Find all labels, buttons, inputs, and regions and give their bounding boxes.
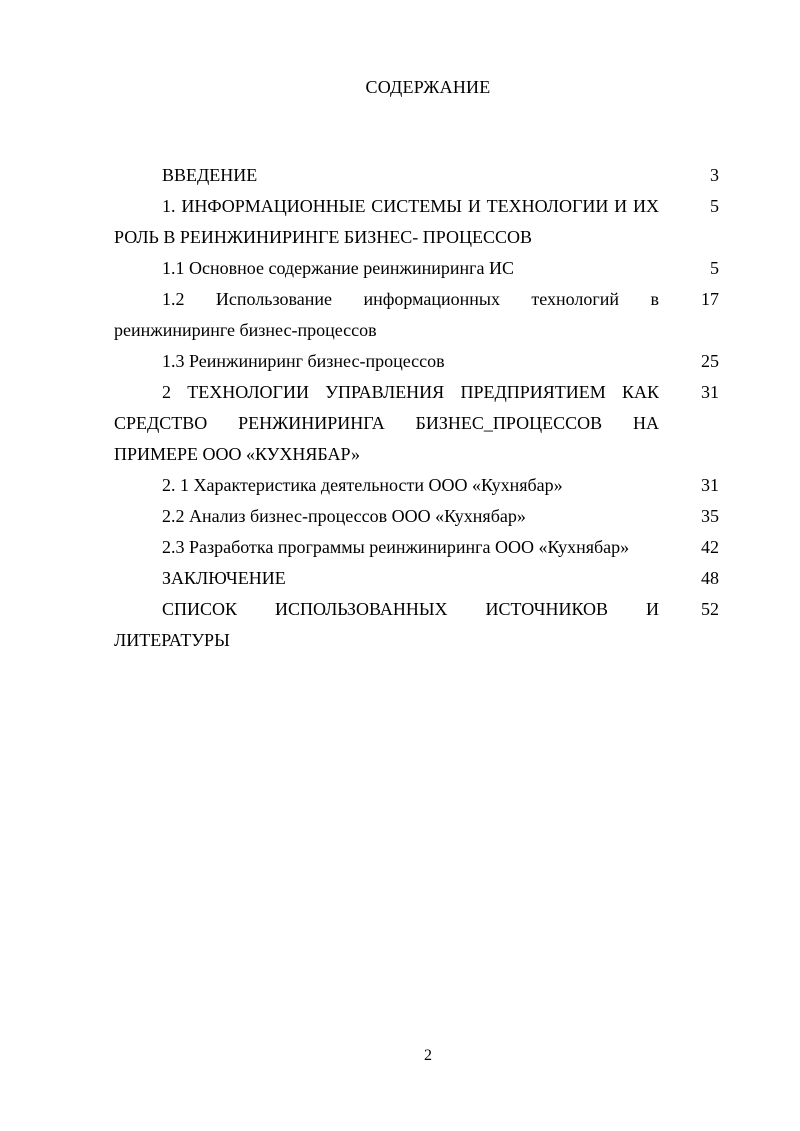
- toc-entry-chapter-1: [114, 191, 719, 253]
- toc-entry-section-1-2: [114, 284, 719, 346]
- toc-entry-text: 2.2 Анализ бизнес-процессов ООО «Кухнябар»: [162, 506, 526, 526]
- toc-entry-text: 1.2 Использование информационных технологий в реинжиниринге бизнес-процессов: [114, 289, 659, 340]
- toc-entry-section-2-1: [114, 470, 719, 501]
- toc-entry-page: 5: [710, 258, 719, 278]
- toc-entry-section-2-2: [114, 501, 719, 532]
- toc-entry-introduction: [114, 160, 719, 191]
- toc-entry-text: ЗАКЛЮЧЕНИЕ: [162, 568, 286, 588]
- toc-entry-section-1-3: [114, 346, 719, 377]
- toc-entry-page: 17: [701, 289, 719, 309]
- toc-entry-text: 2.3 Разработка программы реинжиниринга ООО «Кухнябар»: [162, 537, 630, 557]
- toc-entry-page: 42: [701, 537, 719, 557]
- toc-entry-text: 2. 1 Характеристика деятельности ООО «Кухнябар»: [162, 475, 563, 495]
- toc-entry-text: 1.1 Основное содержание реинжиниринга ИС: [162, 258, 514, 278]
- toc-entry-text: 2 ТЕХНОЛОГИИ УПРАВЛЕНИЯ ПРЕДПРИЯТИЕМ КАК СРЕДСТВО РЕНЖИНИРИНГА БИЗНЕС_ПРОЦЕССОВ НА ПРИМЕРЕ ООО «КУХНЯБАР»: [114, 382, 659, 464]
- toc-entry-section-2-3: [114, 532, 719, 563]
- toc-entry-references: [114, 594, 719, 656]
- page-title: СОДЕРЖАНИЕ: [365, 77, 491, 97]
- toc-entry-page: 5: [710, 196, 719, 216]
- toc-entry-page: 31: [701, 382, 719, 402]
- toc-entry-page: 48: [701, 568, 719, 588]
- toc-entry-section-1-1: [114, 253, 719, 284]
- toc-entry-text: 1. ИНФОРМАЦИОННЫЕ СИСТЕМЫ И ТЕХНОЛОГИИ И ИХ РОЛЬ В РЕИНЖИНИРИНГЕ БИЗНЕС- ПРОЦЕССОВ: [114, 196, 659, 247]
- toc-entry-page: 25: [701, 351, 719, 371]
- toc-entry-page: 3: [710, 165, 719, 185]
- toc-entry-text: 1.3 Реинжиниринг бизнес-процессов: [162, 351, 445, 371]
- page-number: 2: [424, 1047, 432, 1064]
- toc-entry-page: 35: [701, 506, 719, 526]
- toc-entry-page: 52: [701, 599, 719, 619]
- toc-entry-text: ВВЕДЕНИЕ: [162, 165, 258, 185]
- toc-entry-conclusion: [114, 563, 719, 594]
- toc-entry-page: 31: [701, 475, 719, 495]
- toc-entry-chapter-2: [114, 377, 719, 470]
- table-of-contents: [114, 160, 719, 656]
- toc-entry-text: СПИСОК ИСПОЛЬЗОВАННЫХ ИСТОЧНИКОВ И ЛИТЕРАТУРЫ: [114, 599, 659, 650]
